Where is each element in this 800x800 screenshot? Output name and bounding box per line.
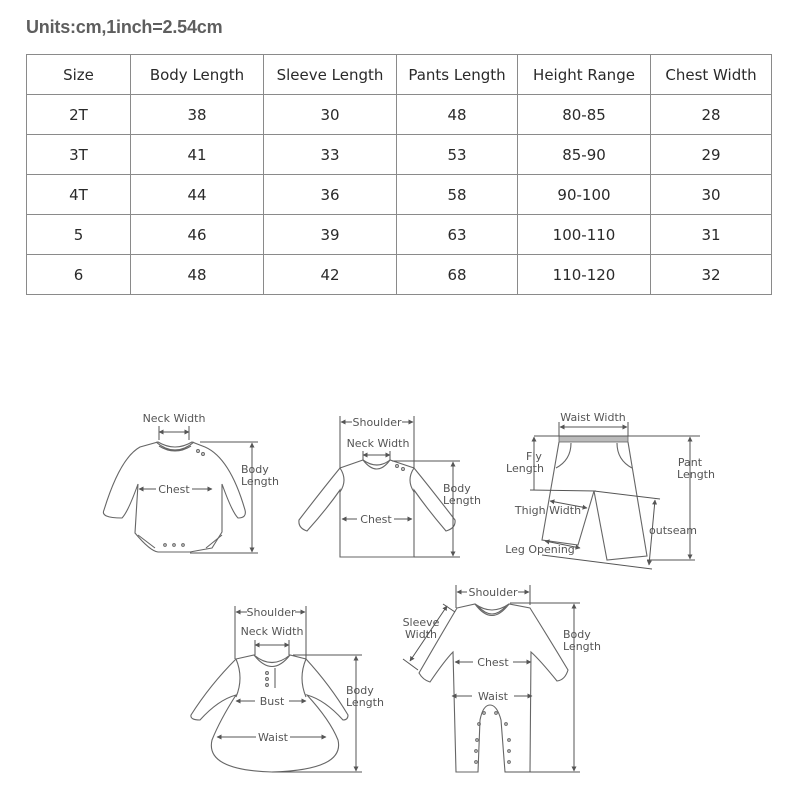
waist-label: Waist [257, 731, 289, 744]
shoulder-label: Shoulder [246, 606, 296, 619]
neck-width-label: Neck Width [346, 437, 410, 450]
romper-diagram [403, 585, 601, 772]
table-cell: 110-120 [518, 255, 651, 295]
outseam-label: outseam [649, 524, 697, 537]
pants-diagram [505, 411, 715, 569]
column-header: Chest Width [651, 55, 772, 95]
thigh-width-label: Thigh Width [514, 504, 582, 517]
table-cell: 39 [264, 215, 397, 255]
table-cell: 2T [27, 95, 131, 135]
neck-width-label: Neck Width [240, 625, 304, 638]
table-cell: 58 [397, 175, 518, 215]
table-cell: 36 [264, 175, 397, 215]
body-label: Body [563, 628, 591, 641]
dress-diagram [191, 606, 384, 772]
table-cell: 48 [131, 255, 264, 295]
table-cell: 80-85 [518, 95, 651, 135]
width-label: Width [405, 628, 437, 641]
column-header: Height Range [518, 55, 651, 95]
body-label: Body [346, 684, 374, 697]
bust-label: Bust [259, 695, 285, 708]
units-note: Units:cm,1inch=2.54cm [26, 17, 223, 37]
pant-label: Pant [677, 456, 703, 469]
table-cell: 32 [651, 255, 772, 295]
chest-label: Chest [360, 513, 392, 526]
length-label: Length [241, 475, 279, 488]
table-cell: 63 [397, 215, 518, 255]
table-cell: 6 [27, 255, 131, 295]
table-cell: 30 [264, 95, 397, 135]
table-cell: 53 [397, 135, 518, 175]
table-cell: 44 [131, 175, 264, 215]
table-cell: 41 [131, 135, 264, 175]
table-cell: 85-90 [518, 135, 651, 175]
leg-opening-label: Leg Opening [505, 543, 575, 556]
pant-length-label: Length [677, 468, 715, 481]
shoulder-label: Shoulder [468, 586, 518, 599]
table-cell: 29 [651, 135, 772, 175]
shoulder-label: Shoulder [352, 416, 402, 429]
column-header: Size [27, 55, 131, 95]
sleeve-label: Sleeve [402, 616, 440, 629]
table-cell: 30 [651, 175, 772, 215]
bodysuit-diagram [103, 412, 279, 553]
table-cell: 38 [131, 95, 264, 135]
fly-label: Fly [526, 450, 542, 463]
top-diagram [299, 416, 481, 557]
waist-width-label: Waist Width [560, 411, 626, 424]
table-cell: 68 [397, 255, 518, 295]
table-cell: 90-100 [518, 175, 651, 215]
table-cell: 33 [264, 135, 397, 175]
fly-length-label: Length [506, 462, 544, 475]
body-label: Body [241, 463, 269, 476]
column-header: Pants Length [397, 55, 518, 95]
chest-label: Chest [158, 483, 190, 496]
table-cell: 31 [651, 215, 772, 255]
table-cell: 48 [397, 95, 518, 135]
table-cell: 28 [651, 95, 772, 135]
table-cell: 42 [264, 255, 397, 295]
column-header: Sleeve Length [264, 55, 397, 95]
length-label: Length [346, 696, 384, 709]
chest-label: Chest [477, 656, 509, 669]
table-cell: 3T [27, 135, 131, 175]
table-cell: 5 [27, 215, 131, 255]
body-label: Body [443, 482, 471, 495]
length-label: Length [563, 640, 601, 653]
length-label: Length [443, 494, 481, 507]
neck-width-label: Neck Width [142, 412, 206, 425]
waist-label: Waist [477, 690, 509, 703]
table-cell: 4T [27, 175, 131, 215]
table-cell: 46 [131, 215, 264, 255]
column-header: Body Length [131, 55, 264, 95]
table-cell: 100-110 [518, 215, 651, 255]
